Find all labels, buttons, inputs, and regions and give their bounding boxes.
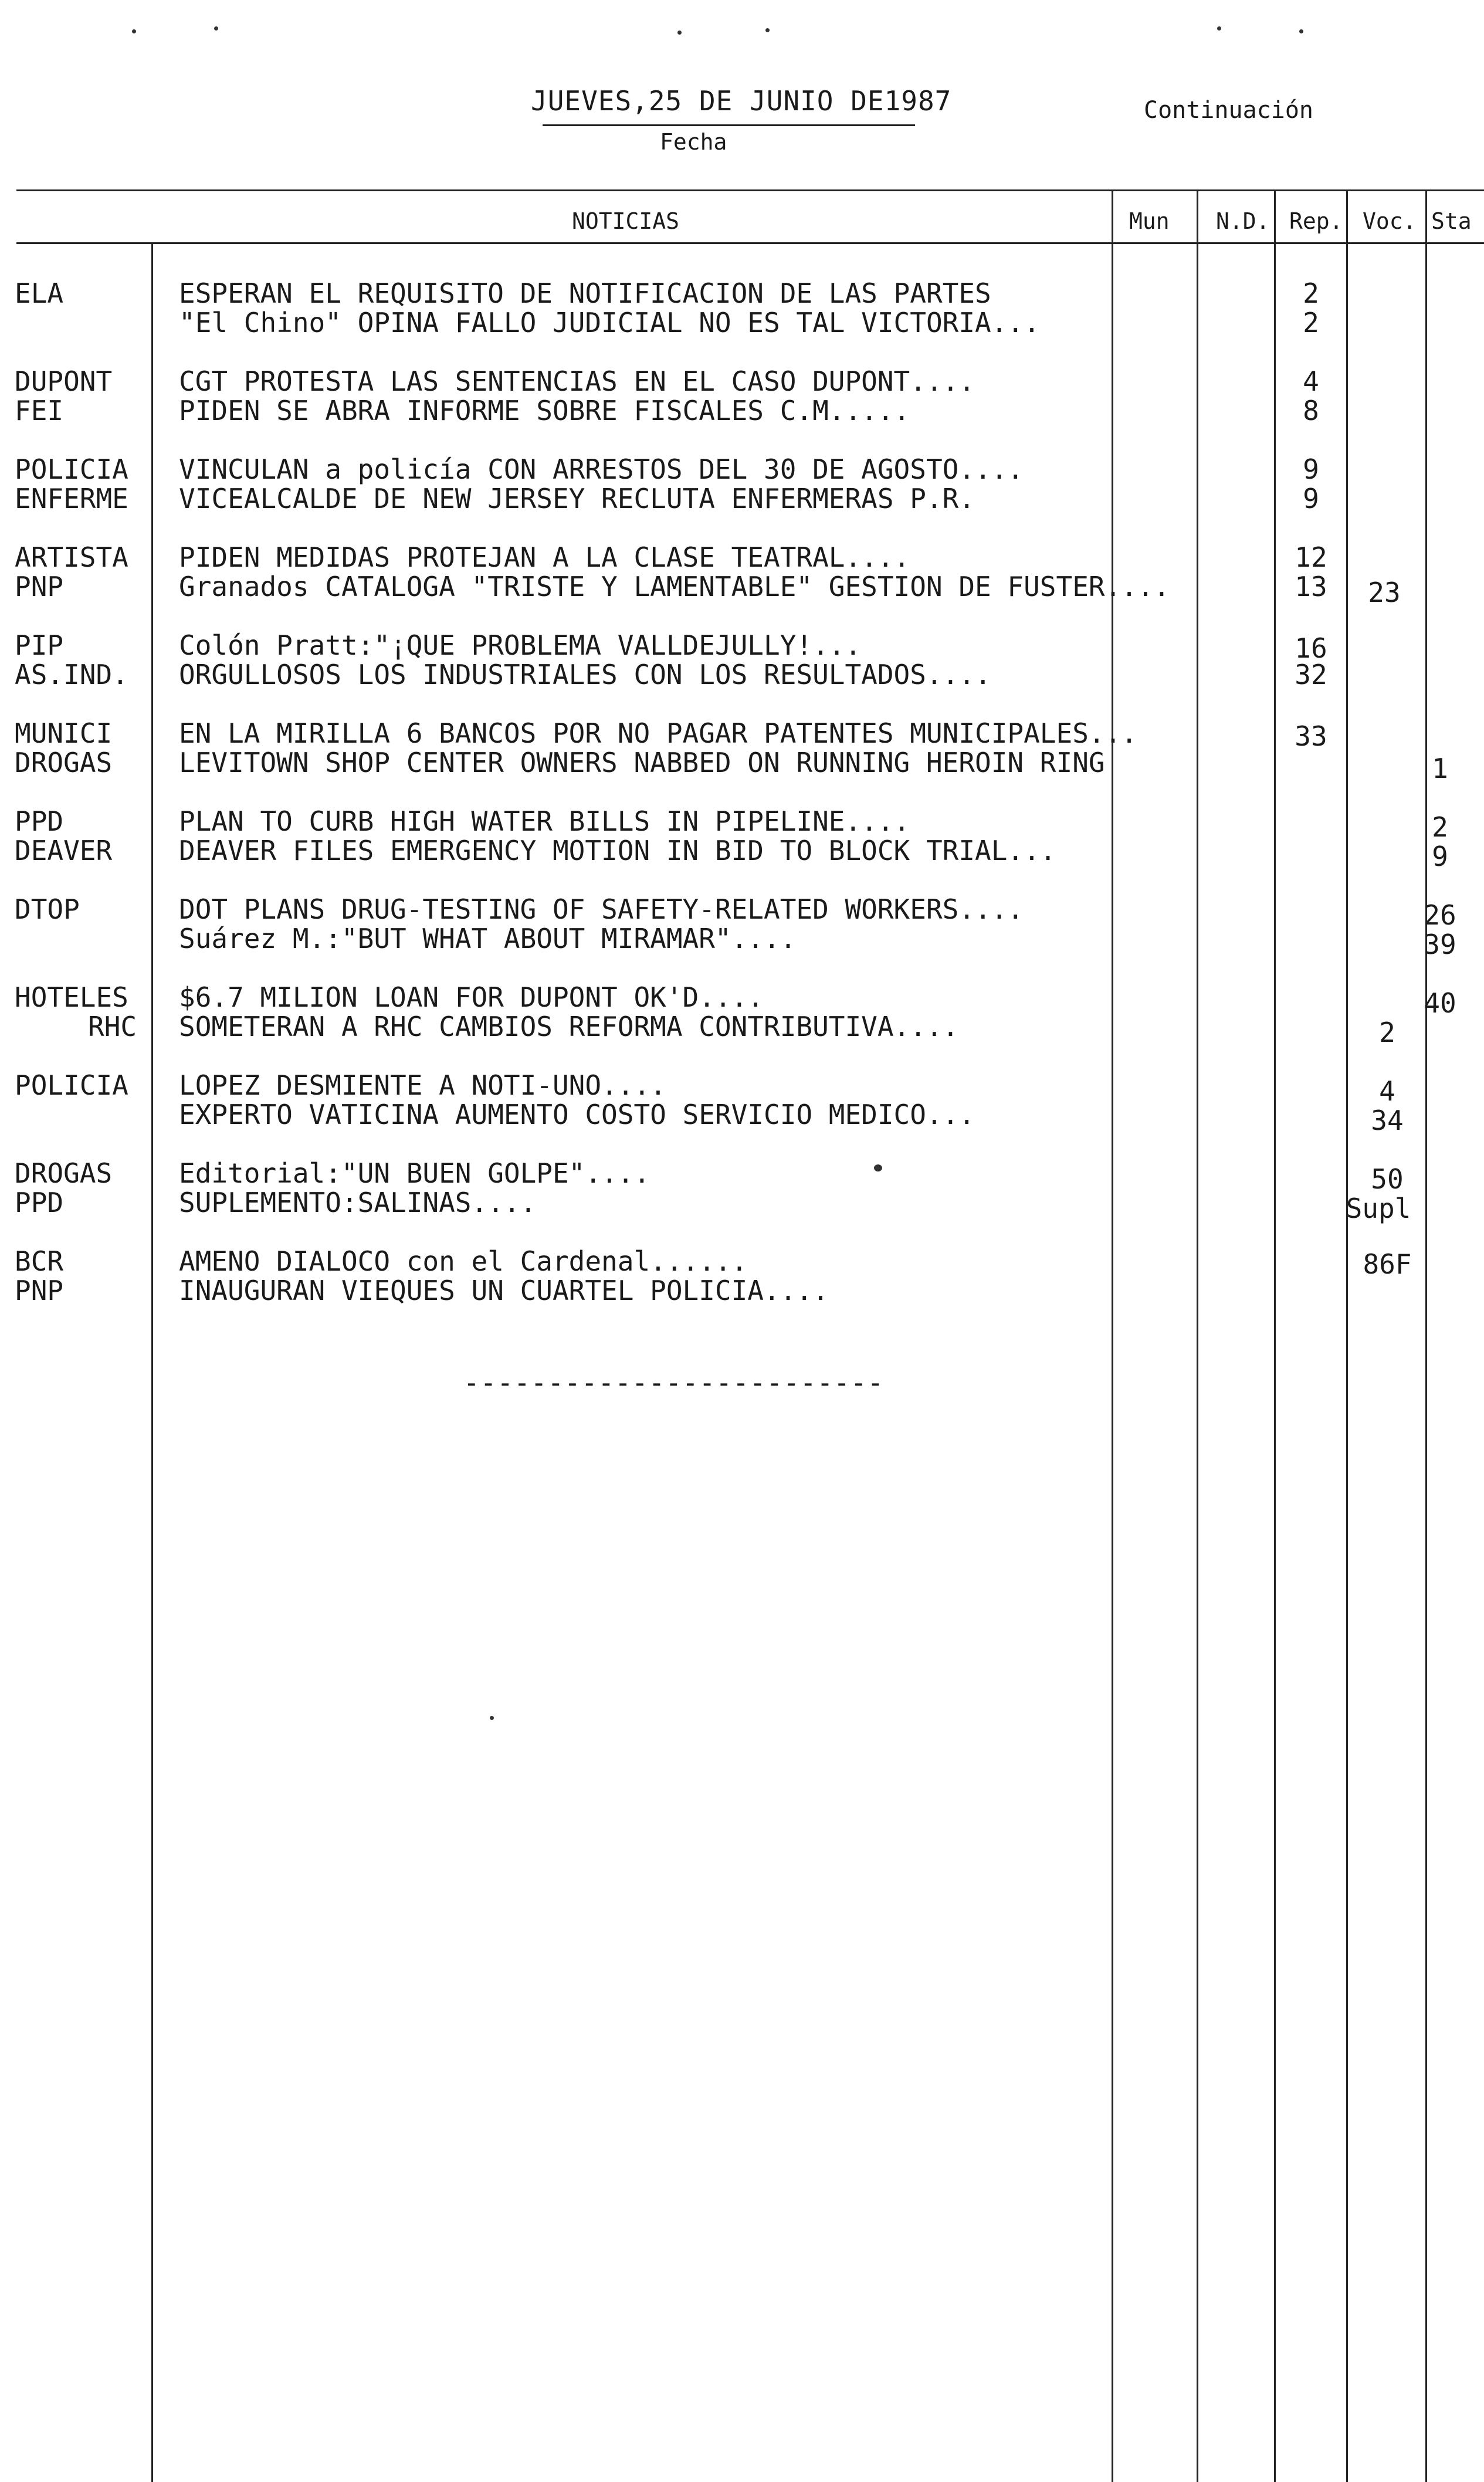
row-category: MUNICI bbox=[15, 717, 113, 749]
row-headline: VICEALCALDE DE NEW JERSEY RECLUTA ENFERMERAS P.R. bbox=[179, 483, 975, 514]
row-category: ELA bbox=[15, 277, 64, 309]
header-continuation: Continuación bbox=[1144, 97, 1313, 124]
row-headline: ORGULLOSOS LOS INDUSTRIALES CON LOS RESULTADOS.... bbox=[179, 659, 991, 690]
row-category: DROGAS bbox=[15, 1157, 113, 1189]
header-date-label: Fecha bbox=[660, 129, 727, 155]
row-headline: PIDEN MEDIDAS PROTEJAN A LA CLASE TEATRAL.... bbox=[179, 541, 910, 573]
row-rep-page: 4 bbox=[1303, 365, 1319, 397]
header-date: JUEVES,25 DE JUNIO DE1987 bbox=[531, 85, 952, 117]
row-rep-page: 13 bbox=[1295, 571, 1327, 602]
row-category: POLICIA bbox=[15, 453, 128, 485]
row-rep-page: 8 bbox=[1303, 395, 1319, 426]
row-category: PPD bbox=[15, 1187, 64, 1218]
scan-speck bbox=[214, 26, 218, 31]
row-star-page: 9 bbox=[1432, 841, 1448, 872]
column-header-voc: Voc. bbox=[1363, 208, 1417, 234]
row-headline: EN LA MIRILLA 6 BANCOS POR NO PAGAR PATENTES MUNICIPALES... bbox=[179, 717, 1137, 749]
column-header-star: Sta bbox=[1431, 208, 1472, 234]
table-header-bottom-border bbox=[16, 242, 1484, 244]
nd-column-divider bbox=[1197, 189, 1198, 2482]
row-voc-page: 2 bbox=[1379, 1017, 1395, 1048]
row-headline: INAUGURAN VIEQUES UN CUARTEL POLICIA.... bbox=[179, 1275, 829, 1306]
scan-speck bbox=[677, 31, 682, 35]
row-category: HOTELES bbox=[15, 981, 128, 1013]
row-category: RHC bbox=[88, 1011, 137, 1042]
row-headline: EXPERTO VATICINA AUMENTO COSTO SERVICIO MEDICO... bbox=[179, 1099, 975, 1130]
scan-speck bbox=[1217, 26, 1221, 31]
voc-column-divider bbox=[1346, 189, 1348, 2482]
row-headline: Granados CATALOGA "TRISTE Y LAMENTABLE" GESTION DE FUSTER.... bbox=[179, 571, 1170, 602]
scan-speck bbox=[1299, 29, 1303, 33]
row-rep-page: 2 bbox=[1303, 307, 1319, 338]
row-rep-page: 9 bbox=[1303, 483, 1319, 514]
row-voc-page: 86F bbox=[1363, 1248, 1412, 1280]
scan-speck bbox=[874, 1164, 882, 1171]
row-rep-page: 2 bbox=[1303, 277, 1319, 309]
row-category: FEI bbox=[15, 395, 64, 426]
rep-column-divider bbox=[1274, 189, 1276, 2482]
column-header-noticias: NOTICIAS bbox=[572, 208, 680, 234]
row-rep-page: 9 bbox=[1303, 453, 1319, 485]
row-star-page: 1 bbox=[1432, 753, 1448, 784]
row-star-page: 39 bbox=[1424, 929, 1456, 960]
scan-speck bbox=[765, 28, 770, 32]
row-star-page: 26 bbox=[1424, 899, 1456, 931]
row-headline: ESPERAN EL REQUISITO DE NOTIFICACION DE LAS PARTES bbox=[179, 277, 991, 309]
row-category: DEAVER bbox=[15, 835, 113, 866]
scan-speck bbox=[132, 29, 136, 33]
column-header-nd: N.D. bbox=[1216, 208, 1270, 234]
row-voc-page: 34 bbox=[1371, 1105, 1404, 1136]
row-headline: Suárez M.:"BUT WHAT ABOUT MIRAMAR".... bbox=[179, 923, 797, 954]
end-separator: ------------------------- bbox=[463, 1367, 885, 1399]
row-category: BCR bbox=[15, 1245, 64, 1277]
star-column-divider bbox=[1425, 189, 1427, 2482]
row-rep-page: 32 bbox=[1295, 659, 1327, 690]
row-category: PNP bbox=[15, 1275, 64, 1306]
category-column-divider bbox=[151, 242, 153, 2482]
row-voc-page: 50 bbox=[1371, 1163, 1404, 1195]
row-category: DROGAS bbox=[15, 747, 113, 778]
row-category: POLICIA bbox=[15, 1069, 128, 1101]
mun-column-divider bbox=[1112, 189, 1113, 2482]
column-header-mun: Mun bbox=[1129, 208, 1170, 234]
row-rep-page: 12 bbox=[1295, 541, 1327, 573]
column-header-rep: Rep. bbox=[1289, 208, 1343, 234]
row-headline: SUPLEMENTO:SALINAS.... bbox=[179, 1187, 537, 1218]
row-category: DUPONT bbox=[15, 365, 113, 397]
row-star-page: 2 bbox=[1432, 811, 1448, 843]
row-headline: LOPEZ DESMIENTE A NOTI-UNO.... bbox=[179, 1069, 666, 1101]
row-headline: DOT PLANS DRUG-TESTING OF SAFETY-RELATED WORKERS.... bbox=[179, 893, 1024, 925]
row-voc-page: Supl bbox=[1346, 1193, 1411, 1224]
header-underline bbox=[543, 124, 915, 126]
table-top-border bbox=[16, 189, 1484, 191]
row-rep-page: 16 bbox=[1295, 632, 1327, 664]
row-headline: Colón Pratt:"¡QUE PROBLEMA VALLDEJULLY!... bbox=[179, 629, 862, 661]
row-star-page: 40 bbox=[1424, 987, 1456, 1019]
row-category: PNP bbox=[15, 571, 64, 602]
row-headline: "El Chino" OPINA FALLO JUDICIAL NO ES TAL VICTORIA... bbox=[179, 307, 1040, 338]
row-headline: SOMETERAN A RHC CAMBIOS REFORMA CONTRIBUTIVA.... bbox=[179, 1011, 959, 1042]
row-category: DTOP bbox=[15, 893, 80, 925]
row-headline: CGT PROTESTA LAS SENTENCIAS EN EL CASO DUPONT.... bbox=[179, 365, 975, 397]
row-headline: PLAN TO CURB HIGH WATER BILLS IN PIPELINE.... bbox=[179, 805, 910, 837]
row-voc-page: 4 bbox=[1379, 1075, 1395, 1107]
row-headline: Editorial:"UN BUEN GOLPE".... bbox=[179, 1157, 650, 1189]
row-headline: AMENO DIALOCO con el Cardenal...... bbox=[179, 1245, 748, 1277]
row-category: PIP bbox=[15, 629, 64, 661]
row-category: AS.IND. bbox=[15, 659, 128, 690]
row-rep-page: 33 bbox=[1295, 720, 1327, 752]
row-category: PPD bbox=[15, 805, 64, 837]
row-headline: DEAVER FILES EMERGENCY MOTION IN BID TO BLOCK TRIAL... bbox=[179, 835, 1056, 866]
row-category: ARTISTA bbox=[15, 541, 128, 573]
row-headline: $6.7 MILION LOAN FOR DUPONT OK'D.... bbox=[179, 981, 764, 1013]
row-headline: LEVITOWN SHOP CENTER OWNERS NABBED ON RUNNING HEROIN RING bbox=[179, 747, 1105, 778]
row-headline: VINCULAN a policía CON ARRESTOS DEL 30 DE AGOSTO.... bbox=[179, 453, 1024, 485]
row-category: ENFERME bbox=[15, 483, 128, 514]
scan-speck bbox=[490, 1716, 494, 1720]
row-headline: PIDEN SE ABRA INFORME SOBRE FISCALES C.M..... bbox=[179, 395, 910, 426]
row-voc-page: 23 bbox=[1368, 577, 1401, 608]
